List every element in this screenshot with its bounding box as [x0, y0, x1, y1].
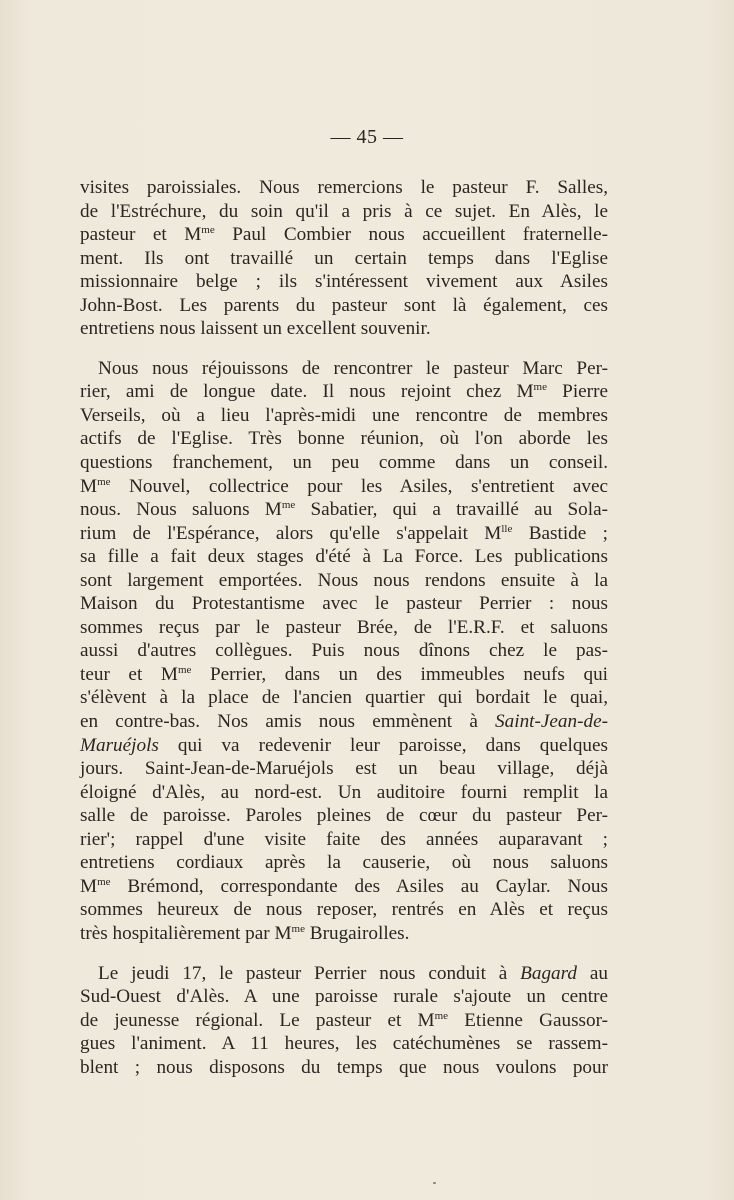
- text-line: sommes heureux de nous reposer, rentrés en Alès et reçus: [80, 899, 608, 921]
- superscript: me: [533, 381, 547, 394]
- text-line: actifs de l'Eglise. Très bonne réunion, où l'on aborde les: [80, 428, 608, 450]
- paragraph: [80, 962, 608, 1080]
- text-line: de l'Estréchure, du soin qu'il a pris à ce sujet. En Alès, le: [80, 200, 608, 222]
- paragraph: [80, 357, 608, 946]
- text-line: entretiens cordiaux après la causerie, où nous saluons: [80, 852, 608, 874]
- text-line: Maruéjols qui va redevenir leur paroisse, dans quelques: [80, 734, 608, 756]
- text-line: gues l'animent. A 11 heures, les catéchumènes se rassem-: [80, 1033, 608, 1055]
- text-line: jours. Saint-Jean-de-Maruéjols est un beau village, déjà: [80, 758, 608, 780]
- text-line: de jeunesse régional. Le pasteur et $M^{me}$ Etienne Gaussor-: [80, 1009, 608, 1031]
- text-line: s'élèvent à la place de l'ancien quartier qui bordait le quai,: [80, 687, 608, 709]
- text-line: Le jeudi 17, le pasteur Perrier nous conduit à Bagard au: [98, 962, 608, 984]
- paper-speck: [433, 1182, 436, 1184]
- text-line: sont largement emportées. Nous nous rendons ensuite à la: [80, 569, 608, 591]
- page-number: — 45 —: [330, 126, 404, 148]
- text-line: questions franchement, un peu comme dans un conseil.: [80, 452, 608, 474]
- text-line: $M^{me}$ Brémond, correspondante des Asiles au Caylar. Nous: [80, 875, 608, 897]
- text-line: Sud-Ouest d'Alès. A une paroisse rurale s'ajoute un centre: [80, 986, 608, 1008]
- text-line: très hospitalièrement par $M^{me}$ Brugairolles.: [80, 922, 410, 944]
- superscript: me: [201, 224, 215, 237]
- text-line: salle de paroisse. Paroles pleines de cœur du pasteur Per-: [80, 805, 608, 827]
- text-line: entretiens nous laissent un excellent souvenir.: [80, 318, 431, 340]
- text-line: sommes reçus par le pasteur Brée, de l'E.R.F. et saluons: [80, 616, 608, 638]
- text-line: en contre-bas. Nos amis nous emmènent à Saint-Jean-de-: [80, 711, 608, 733]
- italic-text: Maruéjols: [80, 734, 159, 756]
- superscript: me: [291, 922, 305, 935]
- text-line: Nous nous réjouissons de rencontrer le pasteur Marc Per-: [98, 357, 608, 379]
- superscript: me: [97, 475, 111, 488]
- text-line: rier'; rappel d'une visite faite des années auparavant ;: [80, 828, 608, 850]
- superscript: me: [281, 499, 296, 512]
- italic-text: Bagard: [520, 962, 577, 984]
- text-line: missionnaire belge ; ils s'intéressent vivement aux Asiles: [80, 271, 608, 293]
- text-line: éloigné d'Alès, au nord-est. Un auditoire fourni remplit la: [80, 781, 608, 803]
- superscript: me: [177, 663, 192, 676]
- text-line: visites paroissiales. Nous remercions le pasteur F. Salles,: [80, 177, 608, 198]
- text-line: John-Bost. Les parents du pasteur sont là également, ces: [80, 294, 608, 316]
- superscript: me: [434, 1009, 449, 1022]
- text-line: rier, ami de longue date. Il nous rejoint chez $M^{me}$ Pierre: [80, 381, 608, 403]
- text-line: rium de l'Espérance, alors qu'elle s'appelait $M^{lle}$ Bastide ;: [80, 522, 608, 544]
- body-text: [80, 176, 608, 1095]
- text-line: sa fille a fait deux stages d'été à La Force. Les publications: [80, 546, 608, 568]
- text-line: teur et $M^{me}$ Perrier, dans un des immeubles neufs qui: [80, 663, 608, 685]
- text-line: ment. Ils ont travaillé un certain temps dans l'Eglise: [80, 247, 608, 269]
- text-line: blent ; nous disposons du temps que nous voulons pour: [80, 1056, 608, 1078]
- text-line: Verseils, où a lieu l'après-midi une rencontre de membres: [80, 404, 608, 426]
- text-line: Maison du Protestantisme avec le pasteur Perrier : nous: [80, 593, 608, 615]
- superscript: me: [97, 875, 111, 888]
- text-line: pasteur et $M^{me}$ Paul Combier nous accueillent fraternelle-: [80, 224, 608, 246]
- text-line: nous. Nous saluons $M^{me}$ Sabatier, qui a travaillé au Sola-: [80, 499, 608, 521]
- text-line: aussi d'autres collègues. Puis nous dînons chez le pas-: [80, 640, 608, 662]
- superscript: lle: [501, 522, 513, 535]
- text-line: $M^{me}$ Nouvel, collectrice pour les Asiles, s'entretient avec: [80, 475, 608, 497]
- paragraph: [80, 176, 608, 341]
- italic-text: Saint-Jean-de-: [495, 711, 608, 733]
